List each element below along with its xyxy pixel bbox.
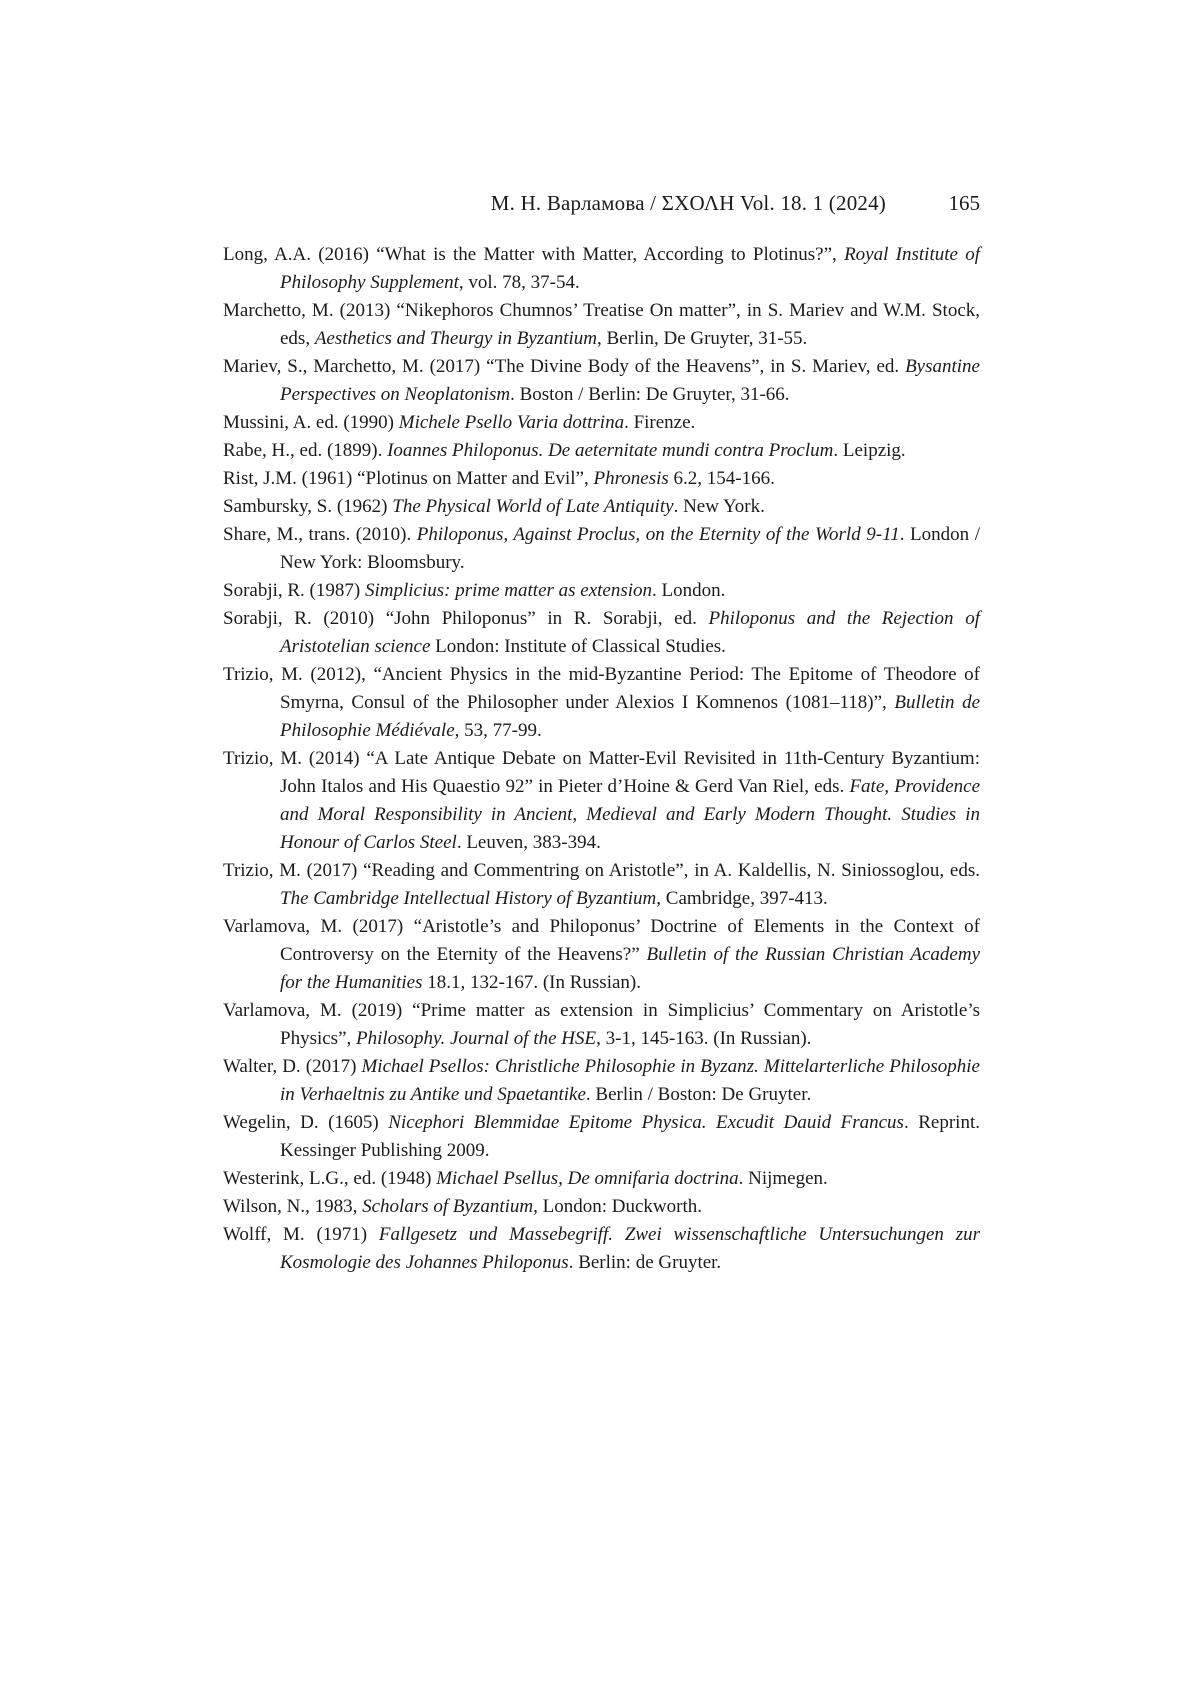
running-title: М. Н. Варламова / ΣΧΟΛΗ Vol. 18. 1 (2024) [491,190,886,216]
page-number: 165 [949,190,981,216]
reference-title: Philoponus, Against Proclus, on the Eternity of the World 9-11 [417,524,900,545]
reference-title: Michael Psellos: Christliche Philosophie in Byzanz. Mittelarterliche Philosophie in Verhaeltnis zu Antike und Spaetantike [280,1056,980,1105]
reference-title: Fallgesetz und Massebegriff. Zwei wissenschaftliche Untersuchungen zur Kosmologie des Johannes Philoponus [280,1224,980,1273]
reference-item: Trizio, M. (2012), “Ancient Physics in the mid-Byzantine Period: The Epitome of Theodore of Smyrna, Consul of the Philosopher under Alexios I Komnenos (1081–118)”, Bulletin de Philosophie Médiévale, 53, 77-99. [223,661,980,745]
reference-title: Ioannes Philoponus. De aeternitate mundi contra Proclum [387,440,833,461]
reference-title: Scholars of Byzantium [362,1196,533,1217]
reference-title: Simplicius: prime matter as extension [365,580,652,601]
reference-item: Sambursky, S. (1962) The Physical World of Late Antiquity. New York. [223,493,980,521]
reference-item: Marchetto, M. (2013) “Nikephoros Chumnos’ Treatise On matter”, in S. Mariev and W.M. Stock, eds, Aesthetics and Theurgy in Byzantium, Berlin, De Gruyter, 31-55. [223,297,980,353]
reference-item: Mussini, A. ed. (1990) Michele Psello Varia dottrina. Firenze. [223,409,980,437]
reference-item: Long, A.A. (2016) “What is the Matter with Matter, According to Plotinus?”, Royal Institute of Philosophy Supplement, vol. 78, 37-54. [223,241,980,297]
reference-item: Wilson, N., 1983, Scholars of Byzantium, London: Duckworth. [223,1193,980,1221]
reference-title: Michele Psello Varia dottrina [399,412,624,433]
reference-title: Michael Psellus, De omnifaria doctrina [436,1168,738,1189]
reference-item: Wegelin, D. (1605) Nicephori Blemmidae Epitome Physica. Excudit Dauid Francus. Reprint. Kessinger Publishing 2009. [223,1109,980,1165]
reference-item: Varlamova, M. (2017) “Aristotle’s and Philoponus’ Doctrine of Elements in the Context of Controversy on the Eternity of the Heavens?” Bulletin of the Russian Christian Academy for the Humanities 18.1, 132-167. (In Russian). [223,913,980,997]
reference-title: Philoponus and the Rejection of Aristotelian science [280,608,980,657]
reference-title: The Physical World of Late Antiquity [392,496,673,517]
reference-title: Bulletin de Philosophie Médiévale [280,692,980,741]
reference-item: Sorabji, R. (2010) “John Philoponus” in R. Sorabji, ed. Philoponus and the Rejection of Aristotelian science London: Institute of Classical Studies. [223,605,980,661]
reference-item: Share, M., trans. (2010). Philoponus, Against Proclus, on the Eternity of the World 9-11. London / New York: Bloomsbury. [223,521,980,577]
reference-title: Philosophy. Journal of the HSE [356,1028,596,1049]
reference-title: Bysantine Perspectives on Neoplatonism [280,356,980,405]
reference-item: Walter, D. (2017) Michael Psellos: Christliche Philosophie in Byzanz. Mittelarterliche Philosophie in Verhaeltnis zu Antike und Spaetantike. Berlin / Boston: De Gruyter. [223,1053,980,1109]
reference-title: Fate, Providence and Moral Responsibility in Ancient, Medieval and Early Modern Thought. Studies in Honour of Carlos Steel [280,776,980,853]
reference-item: Varlamova, M. (2019) “Prime matter as extension in Simplicius’ Commentary on Aristotle’s Physics”, Philosophy. Journal of the HSE, 3-1, 145-163. (In Russian). [223,997,980,1053]
reference-title: Nicephori Blemmidae Epitome Physica. Excudit Dauid Francus [388,1112,904,1133]
reference-item: Rabe, H., ed. (1899). Ioannes Philoponus. De aeternitate mundi contra Proclum. Leipzig. [223,437,980,465]
reference-item: Trizio, M. (2017) “Reading and Commentring on Aristotle”, in A. Kaldellis, N. Siniossoglou, eds. The Cambridge Intellectual History of Byzantium, Cambridge, 397-413. [223,857,980,913]
reference-title: Bulletin of the Russian Christian Academy for the Humanities [280,944,980,993]
reference-title: Royal Institute of Philosophy Supplement [280,244,980,293]
reference-title: Phronesis [593,468,668,489]
reference-item: Westerink, L.G., ed. (1948) Michael Psellus, De omnifaria doctrina. Nijmegen. [223,1165,980,1193]
page [0,0,1200,1697]
reference-item: Mariev, S., Marchetto, M. (2017) “The Divine Body of the Heavens”, in S. Mariev, ed. Bysantine Perspectives on Neoplatonism. Boston / Berlin: De Gruyter, 31-66. [223,353,980,409]
reference-item: Sorabji, R. (1987) Simplicius: prime matter as extension. London. [223,577,980,605]
reference-title: Aesthetics and Theurgy in Byzantium [315,328,597,349]
reference-list [223,241,980,1277]
reference-title: The Cambridge Intellectual History of Byzantium [280,888,656,909]
reference-item: Trizio, M. (2014) “A Late Antique Debate on Matter-Evil Revisited in 11th-Century Byzantium: John Italos and His Quaestio 92” in Pieter d’Hoine & Gerd Van Riel, eds. Fate, Providence and Moral Responsibility in Ancient, Medieval and Early Modern Thought. Studies in Honour of Carlos Steel. Leuven, 383-394. [223,745,980,857]
reference-item: Wolff, M. (1971) Fallgesetz und Massebegriff. Zwei wissenschaftliche Untersuchungen zur Kosmologie des Johannes Philoponus. Berlin: de Gruyter. [223,1221,980,1277]
reference-item: Rist, J.M. (1961) “Plotinus on Matter and Evil”, Phronesis 6.2, 154-166. [223,465,980,493]
